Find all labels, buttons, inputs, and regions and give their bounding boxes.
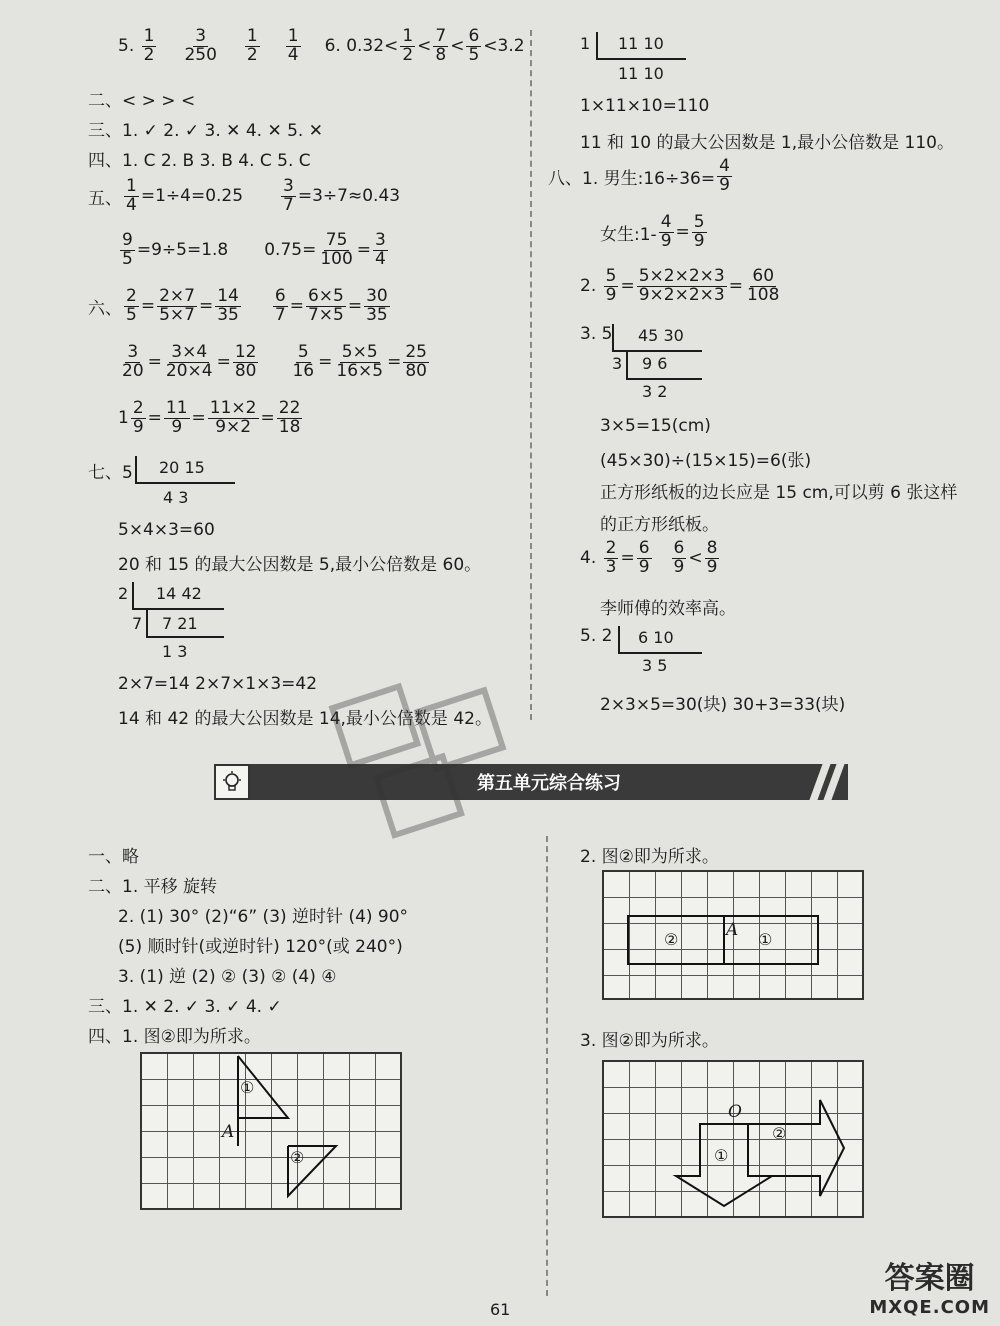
frac: $\frac{2}{9}$ <box>132 398 144 437</box>
logo-brand: 答案圈 <box>884 1261 975 1296</box>
qi-text1: 20 和 15 的最大公因数是 5,最小公倍数是 60。 <box>118 555 482 575</box>
watermark-stamp <box>320 640 540 860</box>
q3-text2: 的正方形纸板。 <box>600 515 719 535</box>
left-si: 四、1. C 2. B 3. B 4. C 5. C <box>88 151 311 171</box>
ba-q2: 2. $\frac{5}{9}$ = $\frac{5\times 2\times 2\times 3}{9\times 2\times 2\times 3}$ = $\frac{60}{108}$ <box>580 266 780 305</box>
frac: $\frac{6}{7}$ <box>274 286 286 325</box>
q4-line: 4. $\frac{2}{3}$ = $\frac{6}{9}$ $\frac{6}{9}$ < $\frac{8}{9}$ <box>580 538 718 577</box>
frac: $\frac{12}{80}$ <box>234 342 257 381</box>
q6-end: <3.2 <box>483 36 525 57</box>
left-wu-line1: 五、 $\frac{1}{4}$ =1÷4=0.25 $\frac{3}{7}$ =3÷7≈0.43 <box>88 176 401 215</box>
grid3-label-2: ② <box>772 1124 787 1143</box>
grid-figure-3 <box>602 1060 864 1218</box>
qi-ladder: 20 15 4 3 <box>135 456 255 516</box>
q3-ladder: 3 45 30 9 6 3 2 <box>612 324 732 404</box>
qi-text2: 14 和 42 的最大公因数是 14,最小公倍数是 42。 <box>118 709 492 729</box>
frac: $\frac{1}{2}$ <box>402 26 414 65</box>
q3-calc2: (45×30)÷(15×15)=6(张) <box>600 451 812 471</box>
frac: $\frac{8}{9}$ <box>706 538 718 577</box>
grid-figure-1 <box>140 1052 402 1210</box>
page-number: 61 <box>490 1300 511 1319</box>
r-calc1: 1×11×10=110 <box>580 96 710 116</box>
grid1-shapes <box>142 1054 404 1212</box>
frac: $\frac{11}{9}$ <box>165 398 188 437</box>
ba-line2: 女生:1- $\frac{4}{9}$ = $\frac{5}{9}$ <box>600 212 705 251</box>
r-text1: 11 和 10 的最大公因数是 1,最小公倍数是 110。 <box>580 133 954 153</box>
grid2-label-1: ① <box>758 930 773 949</box>
frac: $\frac{22}{18}$ <box>278 398 301 437</box>
logo-text: MXQE.COM <box>869 1297 990 1318</box>
frac: $\frac{6}{9}$ <box>673 538 685 577</box>
ba-line1: 八、1. 男生:16÷36= $\frac{4}{9}$ <box>548 156 730 195</box>
left-wu-line2: $\frac{9}{5}$ =9÷5=1.8 0.75= $\frac{75}{100}$ = $\frac{3}{4}$ <box>122 230 386 269</box>
q5r-calc: 2×3×5=30(块) 30+3=33(块) <box>600 695 846 715</box>
grid-figure-2 <box>602 870 864 1000</box>
frac: $\frac{9}{5}$ <box>122 230 133 269</box>
frac: $\frac{75}{100}$ <box>320 230 353 269</box>
u5-er3: (5) 顺时针(或逆时针) 120°(或 240°) <box>118 937 403 957</box>
frac: $\frac{3}{20}$ <box>122 342 144 381</box>
qi-calc: 5×4×3=60 <box>118 520 215 540</box>
right-ladder1: 1 11 10 11 10 <box>580 32 700 92</box>
frac: $\frac{6}{5}$ <box>468 26 480 65</box>
lightbulb-icon <box>214 764 250 800</box>
left-liu-line2: $\frac{3}{20}$ = $\frac{3\times 4}{20\times 4}$ = $\frac{12}{80}$ $\frac{5}{16}$ = $\frac{5\times 5}{16\times 5}$ = $\frac{25}{80}$ <box>122 342 427 381</box>
frac: $\frac{1}{2}$ <box>246 26 258 65</box>
q5r-ladder: 6 10 3 5 <box>618 626 738 686</box>
frac: $\frac{25}{80}$ <box>405 342 427 381</box>
u5-er4: 3. (1) 逆 (2) ② (3) ② (4) ④ <box>118 967 337 987</box>
q5-label: 5. <box>118 36 135 57</box>
site-logo <box>869 1253 990 1318</box>
frac: $\frac{4}{9}$ <box>719 156 730 195</box>
frac: $\frac{3\times 4}{20\times 4}$ <box>165 342 213 381</box>
grid1-point-a: A <box>222 1122 235 1142</box>
left-er: 二、< > > < <box>88 91 196 111</box>
frac: $\frac{5}{16}$ <box>292 342 315 381</box>
frac: $\frac{1}{4}$ <box>287 26 299 65</box>
qi-calc2: 2×7=14 2×7×1×3=42 <box>118 674 318 694</box>
q4-text: 李师傅的效率高。 <box>600 599 736 619</box>
u5-r2: 2. 图②即为所求。 <box>580 847 719 867</box>
frac: $\frac{3}{250}$ <box>184 26 217 65</box>
frac: $\frac{7}{8}$ <box>435 26 447 65</box>
u5-yi: 一、略 <box>88 847 139 867</box>
q3-calc1: 3×5=15(cm) <box>600 416 711 436</box>
left-san: 三、1. ✓ 2. ✓ 3. ✕ 4. ✕ 5. ✕ <box>88 121 323 141</box>
u5-si1: 四、1. 图②即为所求。 <box>88 1027 261 1047</box>
frac: $\frac{5\times 2\times 2\times 3}{9\times 2\times 2\times 3}$ <box>638 266 725 305</box>
frac: $\frac{2\times 7}{5\times 7}$ <box>159 286 195 325</box>
grid3-shapes <box>604 1062 866 1220</box>
qi-label: 七、5 <box>88 463 133 483</box>
left-liu-line1: 六、 $\frac{2}{5}$ = $\frac{2\times 7}{5\times 7}$ = $\frac{14}{35}$ $\frac{6}{7}$ = $\frac{6\times 5}{7\times 5}$ = $\frac{30}{35}$ <box>88 286 388 325</box>
frac: $\frac{1}{4}$ <box>126 176 137 215</box>
frac: $\frac{3}{4}$ <box>375 230 386 269</box>
q6-start: 6. 0.32< <box>324 36 399 57</box>
q3-label: 3. 5 <box>580 324 613 344</box>
column-divider <box>546 836 548 1296</box>
frac: $\frac{4}{9}$ <box>660 212 672 251</box>
grid1-label-1: ① <box>240 1078 255 1097</box>
frac: $\frac{11\times 2}{9\times 2}$ <box>209 398 257 437</box>
qi-ladder2: 2 7 14 42 7 21 1 3 <box>118 582 238 662</box>
u5-r3: 3. 图②即为所求。 <box>580 1031 719 1051</box>
grid1-label-2: ② <box>290 1148 305 1167</box>
frac: $\frac{14}{35}$ <box>217 286 239 325</box>
u5-er2: 2. (1) 30° (2)“6” (3) 逆时针 (4) 90° <box>118 907 409 927</box>
grid2-label-2: ② <box>664 930 679 949</box>
grid3-label-1: ① <box>714 1146 729 1165</box>
frac: $\frac{2}{3}$ <box>605 538 617 577</box>
grid2-point-a: A <box>726 920 739 940</box>
frac: $\frac{30}{35}$ <box>366 286 388 325</box>
frac: $\frac{1}{2}$ <box>143 26 155 65</box>
section-title: 第五单元综合练习 <box>477 773 621 794</box>
frac: $\frac{2}{5}$ <box>126 286 137 325</box>
left-q5-line: 5. $\frac{1}{2}$ $\frac{3}{250}$ $\frac{1}{2}$ $\frac{1}{4}$ 6. 0.32< $\frac{1}{2}$ < $\frac{7}{8}$ < $\frac{6}{5}$ <3.2 <box>118 26 525 65</box>
frac: $\frac{6}{9}$ <box>638 538 650 577</box>
frac: $\frac{60}{108}$ <box>746 266 780 305</box>
frac: $\frac{5}{9}$ <box>605 266 617 305</box>
column-divider <box>530 30 532 720</box>
frac: $\frac{3}{7}$ <box>283 176 294 215</box>
u5-san: 三、1. ✕ 2. ✓ 3. ✓ 4. ✓ <box>88 997 282 1017</box>
left-liu-line3: 1 $\frac{2}{9}$ = $\frac{11}{9}$ = $\frac{11\times 2}{9\times 2}$ = $\frac{22}{18}$ <box>118 398 301 437</box>
q3-text1: 正方形纸板的边长应是 15 cm,可以剪 6 张这样 <box>600 483 958 503</box>
frac: $\frac{6\times 5}{7\times 5}$ <box>307 286 344 325</box>
u5-er1: 二、1. 平移 旋转 <box>88 877 218 897</box>
frac: $\frac{5}{9}$ <box>693 212 705 251</box>
grid3-point-o: O <box>728 1102 742 1122</box>
q5r-label: 5. 2 <box>580 626 613 646</box>
frac: $\frac{5\times 5}{16\times 5}$ <box>336 342 384 381</box>
